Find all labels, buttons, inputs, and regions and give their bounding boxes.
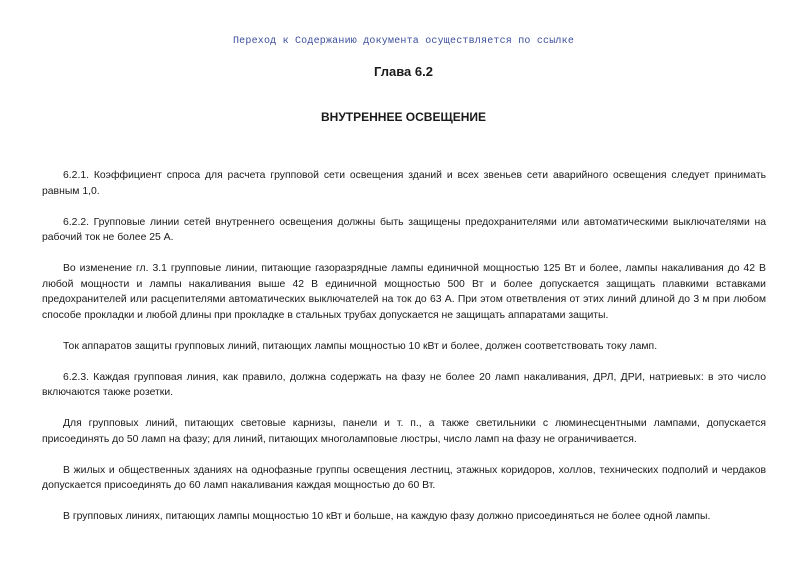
paragraph-fluorescent: Для групповых линий, питающих световые карнизы, панели и т. п., а также светильники с люминесцентными лампами, допускается присоединять до 50 ламп на фазу; для линий, питающих многоламповые люстры, число ламп на фазу не ограничивается. — [42, 418, 766, 445]
section-title: ВНУТРЕННЕЕ ОСВЕЩЕНИЕ — [320, 110, 486, 124]
chapter-heading: Глава 6.2 — [374, 64, 433, 79]
paragraph-6-2-1: 6.2.1. Коэффициент спроса для расчета групповой сети освещения зданий и всех звеньев сети аварийного освещения следует принимать равным 1,0. — [42, 170, 766, 197]
paragraph-6-2-3: 6.2.3. Каждая групповая линия, как правило, должна содержать на фазу не более 20 ламп накаливания, ДРЛ, ДРИ, натриевых: в это число включаются также розетки. — [42, 371, 766, 398]
toc-link[interactable]: Переход к Содержанию документа осуществляется по ссылке — [232, 36, 575, 47]
paragraph-high-power: В групповых линиях, питающих лампы мощностью 10 кВт и больше, на каждую фазу должно присоединяться не более одной лампы. — [63, 511, 711, 522]
paragraph-amendment: Во изменение гл. 3.1 групповые линии, питающие газоразрядные лампы единичной мощностью 125 Вт и более, лампы накаливания до 42 В любой мощности и лампы накаливания выше 42 В единичной мощностью 500 Вт и более допускается защищать плавкими вставками предохранителей или расцепителями автоматических выключателей на ток до 63 А. При этом ответвления от этих линий длиной до 3 м при любом способе прокладки и любой длины при прокладке в стальных трубах допускается не защищать аппаратами защиты. — [42, 263, 766, 321]
document-body — [42, 168, 766, 525]
paragraph-residential: В жилых и общественных зданиях на однофазные группы освещения лестниц, этажных коридоров, холлов, технических подполий и чердаков допускается присоединять до 60 ламп накаливания каждая мощностью до 60 Вт. — [42, 464, 766, 491]
paragraph-6-2-2: 6.2.2. Групповые линии сетей внутреннего освещения должны быть защищены предохранителями или автоматическими выключателями на рабочий ток не более 25 А. — [42, 216, 766, 243]
paragraph-protection-current: Ток аппаратов защиты групповых линий, питающих лампы мощностью 10 кВт и более, должен соответствовать току ламп. — [63, 340, 658, 352]
